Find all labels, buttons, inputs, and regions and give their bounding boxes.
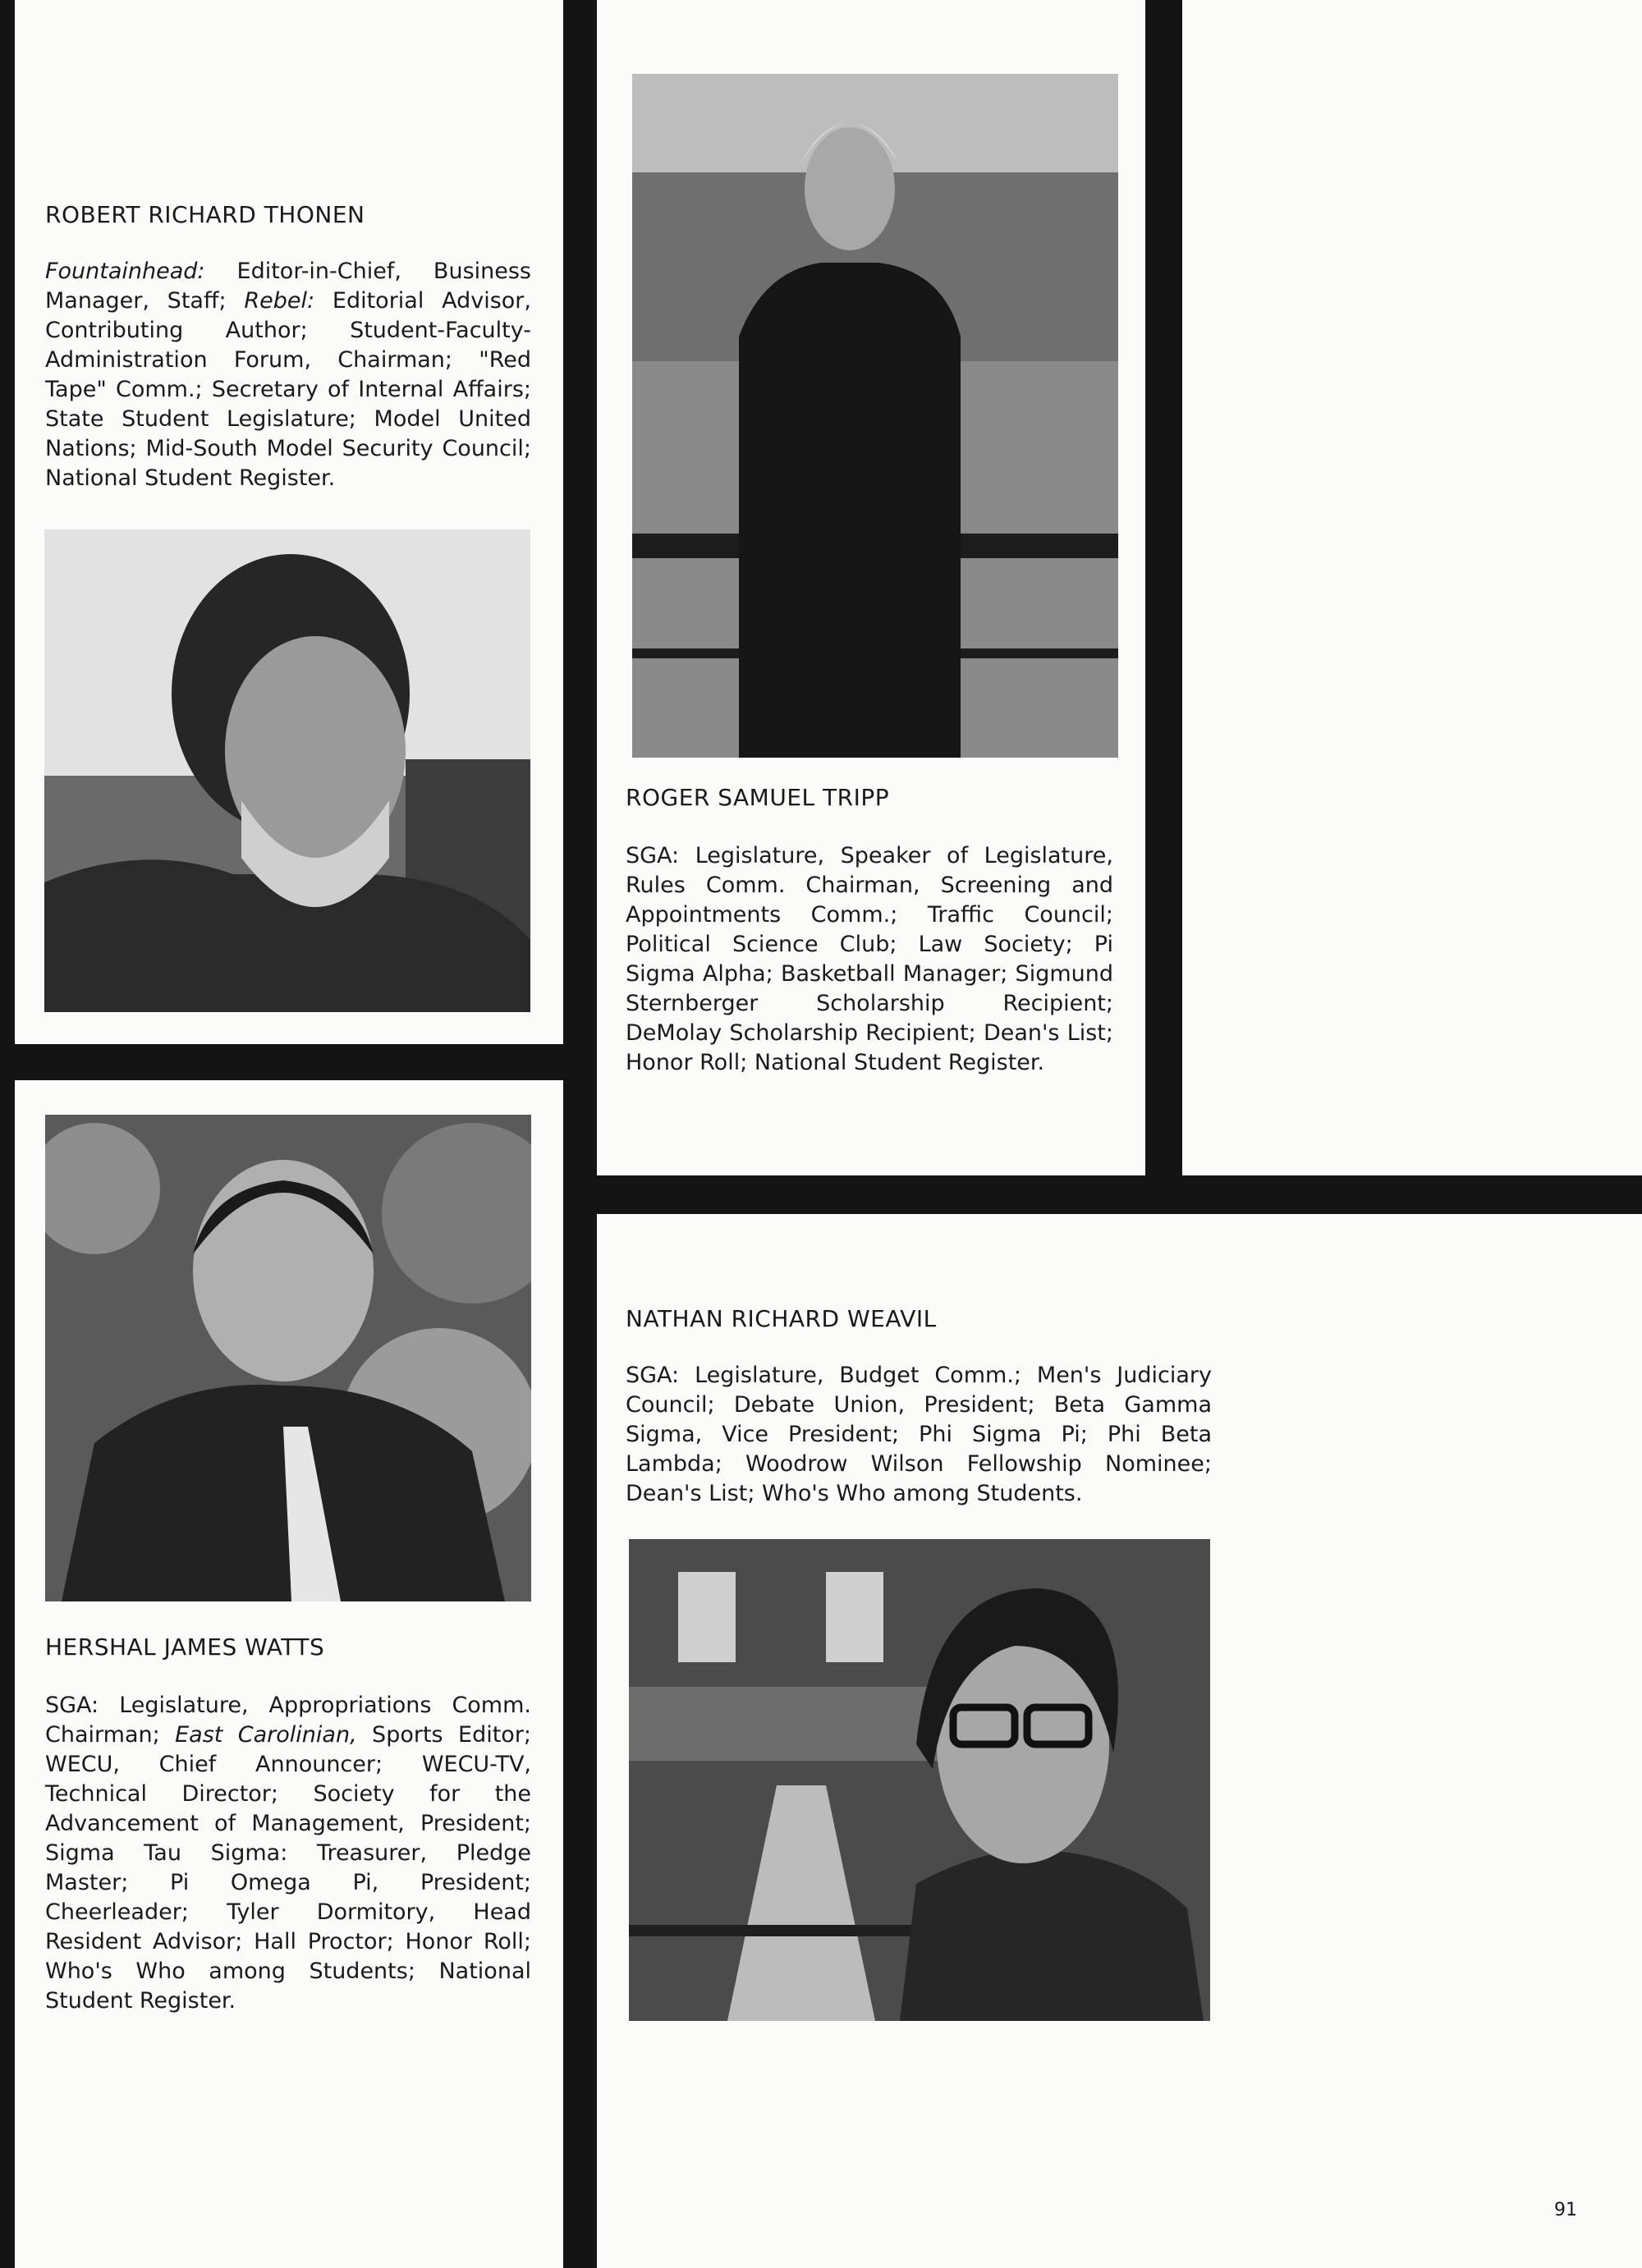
person-name: HERSHAL JAMES WATTS xyxy=(45,1633,325,1661)
portrait-photo xyxy=(629,1539,1210,2021)
page-number: 91 xyxy=(1554,2200,1577,2220)
bio-segment: Rebel: xyxy=(244,288,315,314)
person-name: ROGER SAMUEL TRIPP xyxy=(626,784,890,811)
person-name: NATHAN RICHARD WEAVIL xyxy=(626,1305,937,1332)
portrait-photo xyxy=(45,1115,531,1601)
person-bio xyxy=(45,1691,531,2016)
portrait-photo xyxy=(632,74,1118,758)
bio-segment: Editorial Advisor, Contributing Author; Student-Faculty-Administration Forum, Chairman; "Red Tape" Comm.; Secretary of Internal Affairs; State Student Legislature; Model United Nations; Mid-South Model Security Council; National Student Register. xyxy=(45,288,531,491)
person-bio xyxy=(45,257,531,493)
bio-segment: Editor-in-Chief, Business Manager, Staff; xyxy=(45,259,531,314)
bio-segment: SGA: Legislature, Speaker of Legislature, Rules Comm. Chairman, Screening and Appointments Comm.; Traffic Council; Political Science Club; Law Society; Pi Sigma Alpha; Basketball Manager; Sigmund Sternberger Scholarship Recipient; DeMolay Scholarship Recipient; Dean's List; Honor Roll; National Student Register. xyxy=(626,843,1113,1075)
bio-segment: SGA: Legislature, Appropriations Comm. Chairman; xyxy=(45,1693,531,1748)
bio-segment: Fountainhead: xyxy=(45,259,205,284)
portrait-photo xyxy=(44,529,530,1012)
person-bio xyxy=(626,841,1113,1078)
panel-blank-right xyxy=(1182,0,1642,1175)
bio-segment: Sports Editor; WECU, Chief Announcer; WECU-TV, Technical Director; Society for the Advancement of Management, President; Sigma Tau Sigma: Treasurer, Pledge Master; Pi Omega Pi, President; Cheerleader; Tyler Dormitory, Head Resident Advisor; Hall Proctor; Honor Roll; Who's Who among Students; National Student Register. xyxy=(45,1722,532,2014)
person-bio xyxy=(626,1361,1212,1509)
bio-segment: East Carolinian, xyxy=(175,1722,357,1748)
person-name: ROBERT RICHARD THONEN xyxy=(45,201,365,228)
bio-segment: SGA: Legislature, Budget Comm.; Men's Judiciary Council; Debate Union, President; Beta Gamma Sigma, Vice President; Phi Sigma Pi; Phi Beta Lambda; Woodrow Wilson Fellowship Nominee; Dean's List; Who's Who among Students. xyxy=(626,1363,1212,1506)
